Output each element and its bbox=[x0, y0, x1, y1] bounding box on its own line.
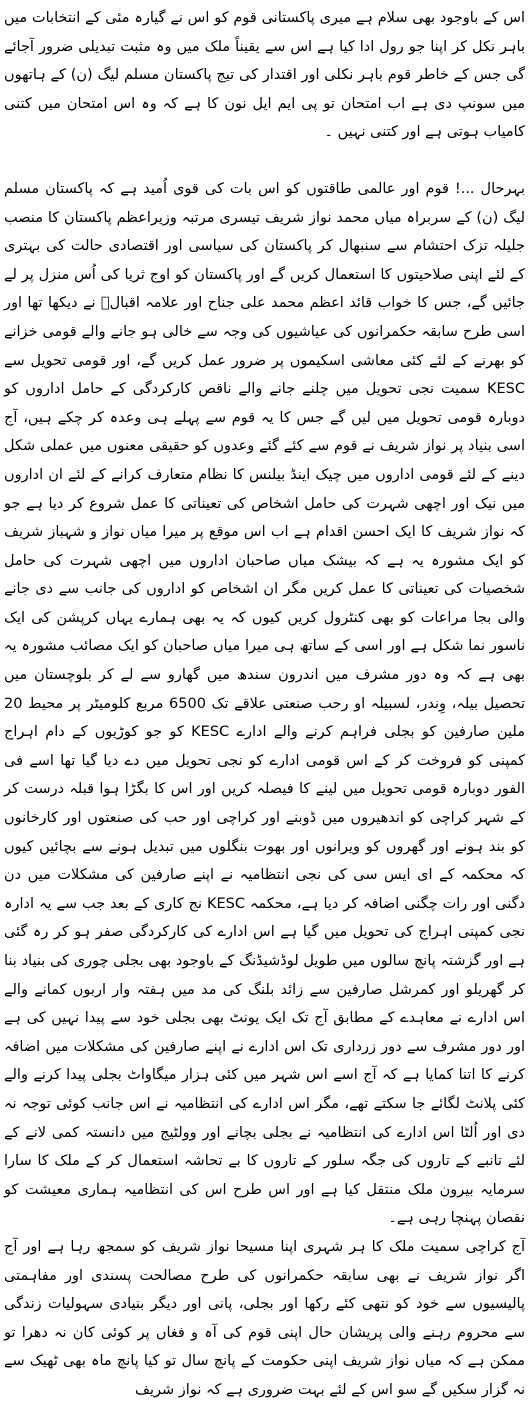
paragraph-main: بہرحال ...! قوم اور عالمی طاقتوں کو اس بات کی قوی اُمید ہے کہ پاکستان مسلم لیگ (ن) کے سربراہ میاں محمد نواز شریف تیسری مرتبہ وزیراعظم پاکستان کا منصب جلیلہ تزک احتشام سے سنبھال کر پاکستان کی سیاسی اور اقتصادی حالت کی بہتری کے لئے اپنی صلاحیتوں کا استعمال کریں گے اور پاکستان کو اوج ثریا کی اُس منزل پر لے جائیں گے، جس کا خواب قائد اعظم محمد علی جناح اور علامہ اقبالؒ نے دیکھا تھا اور اسی طرح سابقہ حکمرانوں کی عیاشیوں کی وجہ سے خالی ہو جانے والے قومی خزانے کو بھرنے کے لئے کئی معاشی اسکیموں پر ضرور عمل کریں گے، اور قومی تحویل سے KESC سمیت نجی تحویل میں چلنے جانے والے ناقص کارکردگی کے حامل اداروں کو دوبارہ قومی تحویل میں لیں گے جس کا یہ قوم سے پہلے ہی وعدہ کر چکے ہیں، آج اسی بنیاد پر نواز شریف نے قوم سے کئے گئے وعدوں کو حقیقی معنوں میں عملی شکل دینے کے لئے قومی اداروں میں چیک اینڈ بیلنس کا نظام متعارف کرانے کے لئے ان اداروں میں نیک اور اچھی شہرت کی حامل اشخاص کی تعیناتی کا عمل شروع کر دیا ہے جو کہ نواز شریف کا ایک احسن اقدام ہے اب اس موقع پر میرا میاں نواز و شہباز شریف کو ایک مشورہ یہ ہے کہ بیشک میاں صاحبان اداروں میں اچھی شہرت کی حامل شخصیات کی تعیناتی کا عمل کریں مگر ان اشخاص کو اداروں کی جانب سے دی جانے والی بجا مراعات کو بھی کنٹرول کریں کیوں کہ یہ بھی ہمارے یہاں کرپشن کی ایک ناسور نما شکل ہے اور اسی کے ساتھ ہی میرا میاں صاحبان کو ایک مصائب مشورہ یہ بھی ہے کہ وہ دور مشرف میں اندرون سندھ میں گھارو سے لے کر بلوچستان میں تحصیل بیلہ، وِندر، لسبیلہ او رحب صنعتی علاقے تک 6500 مربع کلومیٹر پر محیط 20 ملین صارفین کو بجلی فراہم کرنے والے ادارے KESC کو جو کوڑیوں کے دام اہراج کمپنی کو فروخت کر کے اس قومی ادارے کو نجی تحویل میں دے دیا گیا تھا اسے فی الفور دوبارہ قومی تحویل میں لینے کا فیصلہ کریں اور اس کا بگڑا ہوا قبلہ درست کر کے شہر کراچی کو اندھیروں میں ڈوبنے اور کراچی اور حب کی صنعتوں اور کارخانوں کو بند ہونے اور گھروں کو ویرانوں اور بھوت بنگلوں میں تبدیل ہونے سے بچائیں کیوں کہ محکمہ کے ای ایس سی کی نجی انتظامیہ نے اپنے صارفین کی مشکلات میں دن دگنی اور رات چگنی اضافہ کر دیا ہے، محکمہ KESC نج کاری کے بعد جب سے یہ ادارہ نجی کمپنی اہراج کی تحویل میں گیا ہے اس ادارے کی کارکردگی صفر ہو کر رہ گئی ہے اور گزشتہ پانچ سالوں میں طویل لوڈشیڈنگ کے باوجود بھی بجلی چوری کی بنیاد بنا کر گھریلو اور کمرشل صارفین سے زائد بلنگ کی مد میں ہفتہ وار اربوں کمانے والے اس ادارے نے معاہدے کے مطابق آج تک ایک یونٹ بھی بجلی خود سے پیدا نہیں کی ہے اور دور مشرف سے دور زرداری تک اس ادارے نے اپنے صارفین کی مشکلات میں اضافہ کرنے کا اتنا کمایا ہے کہ آج اسے اس شہر میں کئی ہزار میگاواٹ بجلی پیدا کرنے والے کئی پلانٹ لگائے جا سکتے تھے، مگر اس ادارے کی انتظامیہ نے اس جانب کوئی توجہ نہ دی اور اُلٹا اس ادارے کی انتظامیہ نے بجلی بچانے اور وولٹیج میں دانستہ کمی لانے کے لئے تانبے کے تاروں کی جگہ سلور کے تاروں کا بے تحاشہ استعمال کر کے ملک کا سارا سرمایہ بیرون ملک منتقل کیا ہے اور اس طرح اس کی انتظامیہ ہماری معیشت کو نقصان پہنچا رہی ہے۔ bbox=[4, 180, 526, 1227]
paragraph-closing: آج کراچی سمیت ملک کا ہر شہری اپنا مسیحا نواز شریف کو سمجھ رہا ہے اور آج اگر نواز شریف نے بھی سابقہ حکمرانوں کی طرح مصالحت پسندی اور مفاہمتی پالیسیوں سے خود کو نتھی کئے رکھا اور بجلی، پانی اور دیگر بنیادی سہولیات زندگی سے محروم رہنے والی پریشان حال اپنی قوم کی آہ و فغاں پر کوئی کان نہ دھرا تو ممکن ہے کہ میاں نواز شریف اپنی حکومت کے پانچ سال تو کیا پانچ ماہ بھی ٹھیک سے نہ گزار سکیں گے سو اس کے لئے بہت ضروری ہے کہ نواز شریف bbox=[4, 1238, 525, 1398]
paragraph-intro: اس کے باوجود بھی سلام ہے میری پاکستانی قوم کو اس نے گیارہ مئی کے انتخابات میں باہر نکل کر اپنا جو رول ادا کیا ہے اس سے یقیناً ملک میں وہ مثبت تبدیلی ضرور آجائے گی جس کے خاطر قوم باہر نکلی اور اقتدار کی تیج پاکستان مسلم لیگ (ن) کے ہاتھوں میں سونپ دی ہے اب امتحان تو پی ایم ایل نون کا ہے کہ وہ اس امتحان میں کتنی کامیاب ہوتی ہے اور کتنی نہیں ۔ bbox=[4, 10, 525, 141]
paragraph-gap bbox=[4, 147, 525, 175]
